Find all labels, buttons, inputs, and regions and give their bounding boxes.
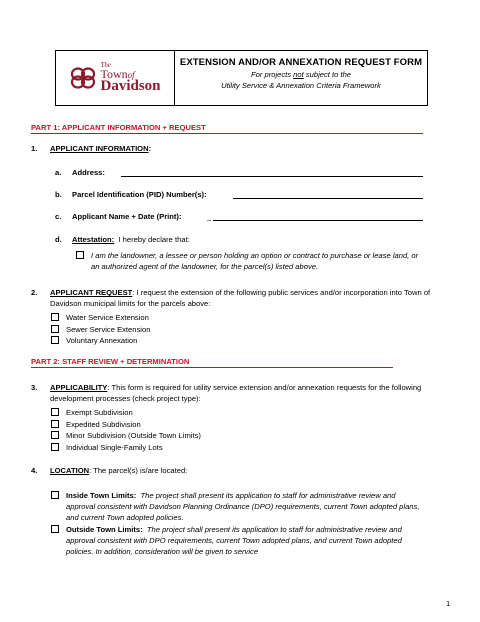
minor-subdivision-checkbox[interactable]	[51, 431, 59, 439]
single-family-lots-checkbox[interactable]	[51, 443, 59, 451]
inside-town-limits-label: Inside Town Limits:	[66, 491, 137, 500]
voluntary-annexation-label: Voluntary Annexation	[66, 336, 138, 345]
part2-heading: PART 2: STAFF REVIEW + DETERMINATION	[31, 357, 393, 368]
question-3	[31, 382, 451, 404]
logo-davidson-text: Davidson	[100, 78, 161, 94]
address-field[interactable]	[121, 168, 423, 177]
q4-number: 4.	[31, 466, 38, 475]
expedited-subdivision-label: Expedited Subdivision	[66, 420, 141, 429]
q4-label: LOCATION	[50, 466, 90, 475]
subtitle-not: not	[293, 70, 304, 79]
exempt-subdivision-label: Exempt Subdivision	[66, 408, 133, 417]
town-logo	[56, 51, 175, 105]
address-row	[55, 167, 425, 178]
sewer-service-checkbox[interactable]	[51, 325, 59, 333]
question-1	[31, 143, 451, 154]
name-field-start: _	[207, 212, 212, 221]
attestation-checkbox-row	[76, 250, 426, 272]
question-2	[31, 287, 451, 309]
outside-town-limits-checkbox[interactable]	[51, 525, 59, 533]
b-letter: b.	[55, 190, 62, 199]
water-service-label: Water Service Extension	[66, 313, 149, 322]
q2-number: 2.	[31, 288, 38, 297]
expedited-subdivision-option	[51, 419, 141, 430]
minor-subdivision-option	[51, 430, 201, 441]
sewer-service-option	[51, 324, 150, 335]
applicant-name-row	[55, 211, 425, 222]
voluntary-annexation-checkbox[interactable]	[51, 336, 59, 344]
attestation-row	[55, 234, 425, 245]
pid-row	[55, 189, 425, 200]
attestation-label: Attestation:	[72, 235, 115, 244]
q1-number: 1.	[31, 144, 38, 153]
q1-colon: :	[148, 144, 152, 153]
q2-text: : I request the extension of the following public services and/or incorporation into Town of Davidson municipal limits for the parcels above:	[50, 288, 431, 309]
q3-number: 3.	[31, 383, 38, 392]
pid-label: Parcel Identification (PID) Number(s):	[72, 190, 207, 199]
part1-heading: PART 1: APPLICANT INFORMATION + REQUEST	[31, 123, 423, 134]
attestation-checkbox[interactable]	[76, 251, 84, 259]
applicant-name-label: Applicant Name + Date (Print):	[72, 212, 182, 221]
voluntary-annexation-option	[51, 335, 137, 346]
attestation-statement: I am the landowner, a lessee or person holding an option or contract to purchase or lease land, or an authorized agent of the landowner, for the parcel(s) listed above.	[91, 251, 419, 272]
form-header	[55, 50, 428, 106]
form-subtitle-2: Utility Service & Annexation Criteria Framework	[221, 81, 381, 90]
sewer-service-label: Sewer Service Extension	[66, 325, 151, 334]
logo-town-text: Town	[100, 67, 128, 81]
single-family-lots-option	[51, 442, 163, 453]
d-letter: d.	[55, 235, 62, 244]
inside-town-limits-checkbox[interactable]	[51, 491, 59, 499]
minor-subdivision-label: Minor Subdivision (Outside Town Limits)	[66, 431, 201, 440]
page-number: 1	[446, 599, 451, 608]
c-letter: c.	[55, 212, 62, 221]
outside-town-limits-option	[51, 524, 426, 557]
attestation-text: I hereby declare that:	[118, 235, 190, 244]
q3-text: : This form is required for utility service extension and/or annexation requests for the following development processes (check project type):	[50, 383, 422, 404]
q1-label: APPLICANT INFORMATION	[50, 144, 149, 153]
water-service-option	[51, 312, 149, 323]
water-service-checkbox[interactable]	[51, 313, 59, 321]
subtitle-post: subject to the	[303, 70, 352, 79]
expedited-subdivision-checkbox[interactable]	[51, 420, 59, 428]
address-label: Address:	[72, 168, 105, 177]
q2-label: APPLICANT REQUEST	[50, 288, 133, 297]
form-title: EXTENSION AND/OR ANNEXATION REQUEST FORM	[179, 57, 423, 68]
exempt-subdivision-option	[51, 407, 133, 418]
applicant-name-field[interactable]	[213, 212, 423, 221]
town-seal-icon	[69, 65, 97, 91]
inside-town-limits-option	[51, 490, 426, 523]
exempt-subdivision-checkbox[interactable]	[51, 408, 59, 416]
form-subtitle	[175, 70, 427, 79]
logo-of-text: of	[127, 70, 135, 80]
q4-text: : The parcel(s) is/are located:	[89, 466, 188, 475]
outside-town-limits-label: Outside Town Limits:	[66, 525, 143, 534]
a-letter: a.	[55, 168, 62, 177]
q3-label: APPLICABILITY	[50, 383, 108, 392]
inside-town-limits-text: The project shall present its application to staff for administrative review and approval consistent with Davidson Planning Ordinance (DPO) requirements, current Town adopted plans, and current Town adopted policies.	[66, 491, 420, 523]
outside-town-limits-text: The project shall present its application to staff for administrative review and approval consistent with DPO requirements, current Town adopted plans, and current Town adopted policies. In addition, consideration will be given to service	[66, 525, 402, 557]
logo-the-text: The	[100, 61, 111, 69]
question-4	[31, 465, 451, 476]
single-family-lots-label: Individual Single-Family Lots	[66, 443, 163, 452]
pid-field[interactable]	[233, 190, 423, 199]
subtitle-pre: For projects	[250, 70, 294, 79]
